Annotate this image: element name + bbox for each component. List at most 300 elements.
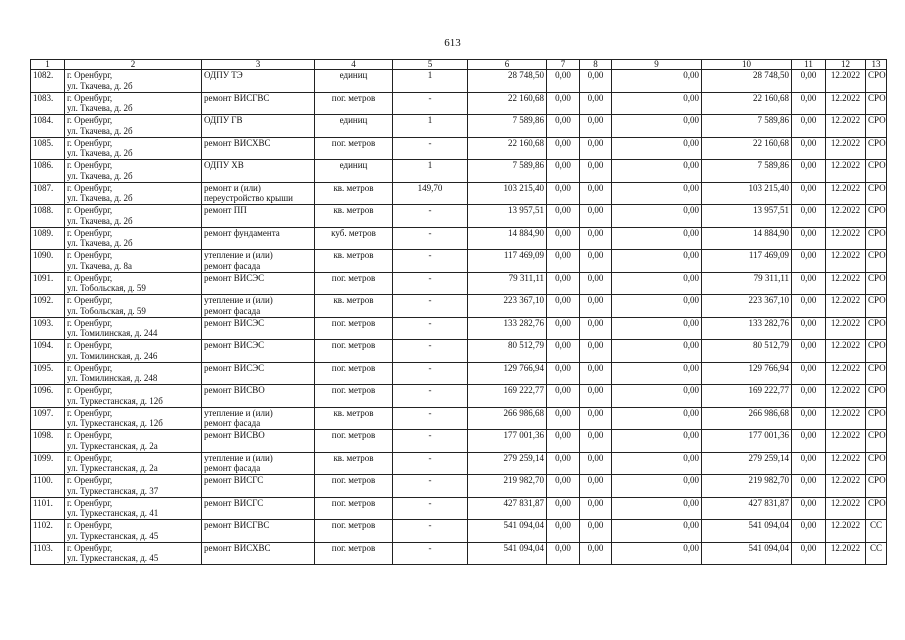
federal-funds-cell-text: 0,00 (555, 340, 571, 350)
completion-date-cell-text: 12.2022 (830, 115, 861, 125)
address-cell-text: г. Оренбург, (67, 520, 113, 530)
address-cell-text: ул. Туркестанская, д. 37 (67, 485, 159, 496)
fund-type-cell-text: СРО (868, 452, 886, 463)
row-number-text: 1103. (33, 542, 53, 553)
address-cell-text: г. Оренбург, (67, 182, 113, 193)
row-number (31, 137, 65, 160)
address-cell (65, 452, 202, 475)
column-header: 8 (580, 60, 612, 70)
owner-funds-cell (702, 160, 792, 183)
row-number (31, 362, 65, 385)
regional-funds-cell (580, 227, 612, 250)
federal-funds-cell-text: 0,00 (555, 160, 571, 170)
quantity-cell-text: - (428, 340, 432, 350)
unit-cell-text: кв. метров (333, 250, 374, 260)
quantity-cell-text: 1 (427, 115, 433, 125)
regional-funds-cell (580, 520, 612, 543)
work-type-cell (202, 317, 315, 340)
total-cost-cell-text: 117 469,09 (503, 250, 544, 260)
owner-funds-cell (702, 137, 792, 160)
completion-date-cell (826, 340, 866, 363)
federal-funds-cell-text: 0,00 (555, 497, 571, 508)
other-funds-cell (792, 205, 826, 228)
quantity-cell (393, 452, 468, 475)
other-funds-cell-text: 0,00 (800, 137, 817, 148)
total-cost-cell (468, 452, 547, 475)
local-funds-cell-text: 0,00 (683, 250, 699, 260)
regional-funds-cell (580, 205, 612, 228)
fund-type-cell-text: СРО (868, 92, 886, 103)
quantity-cell (393, 115, 468, 138)
capital-repair-table (30, 59, 887, 565)
row-number-text: 1085. (33, 137, 54, 148)
quantity-cell-text: - (428, 430, 432, 440)
fund-type-cell (866, 520, 887, 543)
quantity-cell-text: - (428, 497, 432, 508)
address-cell-text: г. Оренбург, (67, 362, 113, 373)
table-row (31, 340, 887, 363)
other-funds-cell-text: 0,00 (800, 250, 817, 260)
other-funds-cell (792, 340, 826, 363)
completion-date-cell (826, 520, 866, 543)
table-row (31, 317, 887, 340)
work-type-cell-text: ремонт ВИСЭС (204, 272, 265, 283)
work-type-cell-text: ремонт ВИСГВС (204, 92, 270, 103)
owner-funds-cell-text: 117 469,09 (748, 250, 789, 260)
quantity-cell-text: - (428, 205, 432, 215)
address-cell-text: ул. Ткачева, д. 2б (67, 103, 133, 113)
quantity-cell (393, 160, 468, 183)
table-row (31, 452, 887, 475)
work-type-cell (202, 452, 315, 475)
completion-date-cell-text: 12.2022 (830, 70, 861, 80)
quantity-cell-text: - (428, 137, 432, 148)
completion-date-cell-text: 12.2022 (830, 452, 861, 463)
unit-cell (315, 497, 393, 520)
local-funds-cell-text: 0,00 (683, 542, 699, 553)
address-cell-text: ул. Туркестанская, д. 2а (67, 463, 158, 473)
owner-funds-cell-text: 427 831,87 (748, 497, 789, 508)
table-row (31, 160, 887, 183)
work-type-cell (202, 340, 315, 363)
regional-funds-cell-text: 0,00 (587, 407, 604, 418)
unit-cell (315, 362, 393, 385)
owner-funds-cell-text: 177 001,36 (748, 430, 789, 440)
regional-funds-cell-text: 0,00 (587, 227, 604, 238)
completion-date-cell-text: 12.2022 (830, 272, 861, 283)
federal-funds-cell (547, 385, 580, 408)
fund-type-cell (866, 227, 887, 250)
fund-type-cell-text: СРО (868, 340, 886, 350)
row-number (31, 497, 65, 520)
work-type-cell (202, 385, 315, 408)
other-funds-cell (792, 452, 826, 475)
federal-funds-cell (547, 430, 580, 453)
work-type-cell (202, 430, 315, 453)
completion-date-cell (826, 407, 866, 430)
work-type-cell-text: ремонт фасада (204, 463, 261, 473)
owner-funds-cell-text: 219 982,70 (748, 475, 789, 485)
quantity-cell (393, 182, 468, 205)
row-number (31, 272, 65, 295)
federal-funds-cell-text: 0,00 (555, 137, 571, 148)
work-type-cell (202, 542, 315, 565)
row-number-text: 1101. (33, 497, 53, 508)
completion-date-cell-text: 12.2022 (830, 385, 861, 395)
owner-funds-cell (702, 340, 792, 363)
federal-funds-cell-text: 0,00 (555, 115, 571, 125)
fund-type-cell-text: СРО (868, 70, 886, 80)
other-funds-cell-text: 0,00 (800, 407, 817, 418)
completion-date-cell-text: 12.2022 (830, 340, 861, 350)
completion-date-cell-text: 12.2022 (830, 362, 861, 373)
federal-funds-cell-text: 0,00 (555, 362, 571, 373)
row-number (31, 182, 65, 205)
total-cost-cell-text: 223 367,10 (503, 295, 544, 305)
unit-cell (315, 317, 393, 340)
other-funds-cell-text: 0,00 (800, 340, 817, 350)
regional-funds-cell-text: 0,00 (587, 520, 604, 530)
federal-funds-cell-text: 0,00 (555, 272, 571, 283)
fund-type-cell (866, 272, 887, 295)
total-cost-cell (468, 227, 547, 250)
regional-funds-cell (580, 317, 612, 340)
regional-funds-cell-text: 0,00 (587, 272, 604, 283)
column-header: 3 (202, 60, 315, 70)
quantity-cell-text: - (428, 317, 432, 328)
unit-cell-text: пог. метров (331, 272, 376, 283)
work-type-cell-text: ремонт ВИСЭС (204, 317, 265, 328)
work-type-cell-text: утепление и (или) (204, 295, 273, 305)
fund-type-cell-text: СРО (868, 227, 886, 238)
other-funds-cell-text: 0,00 (800, 452, 817, 463)
row-number-text: 1087. (33, 182, 54, 193)
local-funds-cell (612, 295, 702, 318)
total-cost-cell-text: 279 259,14 (503, 452, 544, 463)
regional-funds-cell (580, 452, 612, 475)
owner-funds-cell (702, 385, 792, 408)
address-cell-text: г. Оренбург, (67, 542, 113, 553)
address-cell-text: ул. Ткачева, д. 2б (67, 215, 133, 226)
row-number (31, 160, 65, 183)
work-type-cell-text: утепление и (или) (204, 407, 273, 418)
work-type-cell-text: ОДПУ ГВ (204, 115, 243, 125)
owner-funds-cell (702, 182, 792, 205)
row-number (31, 70, 65, 93)
local-funds-cell (612, 385, 702, 408)
fund-type-cell-text: СРО (868, 115, 886, 125)
federal-funds-cell (547, 227, 580, 250)
address-cell-text: г. Оренбург, (67, 340, 113, 350)
regional-funds-cell-text: 0,00 (587, 430, 604, 440)
column-header: 10 (702, 60, 792, 70)
regional-funds-cell (580, 137, 612, 160)
owner-funds-cell-text: 541 094,04 (748, 520, 789, 530)
completion-date-cell (826, 272, 866, 295)
total-cost-cell (468, 542, 547, 565)
table-row (31, 115, 887, 138)
row-number-text: 1083. (33, 92, 54, 103)
unit-cell-text: кв. метров (333, 295, 374, 305)
address-cell (65, 205, 202, 228)
fund-type-cell-text: СРО (868, 137, 886, 148)
quantity-cell-text: - (428, 542, 432, 553)
owner-funds-cell-text: 13 957,51 (753, 205, 789, 215)
quantity-cell (393, 430, 468, 453)
federal-funds-cell (547, 295, 580, 318)
completion-date-cell-text: 12.2022 (830, 205, 861, 215)
federal-funds-cell (547, 362, 580, 385)
total-cost-cell-text: 541 094,04 (503, 520, 544, 530)
completion-date-cell (826, 182, 866, 205)
table-row (31, 385, 887, 408)
work-type-cell (202, 182, 315, 205)
work-type-cell-text: ремонт и (или) (204, 182, 261, 193)
column-header: 6 (468, 60, 547, 70)
fund-type-cell (866, 205, 887, 228)
local-funds-cell (612, 475, 702, 498)
owner-funds-cell-text: 7 589,86 (757, 115, 789, 125)
federal-funds-cell (547, 205, 580, 228)
total-cost-cell-text: 177 001,36 (503, 430, 544, 440)
other-funds-cell-text: 0,00 (800, 317, 817, 328)
total-cost-cell-text: 7 589,86 (512, 115, 544, 125)
regional-funds-cell (580, 92, 612, 115)
completion-date-cell-text: 12.2022 (830, 182, 861, 193)
address-cell-text: ул. Ткачева, д. 2б (67, 193, 133, 203)
column-header: 9 (612, 60, 702, 70)
completion-date-cell (826, 497, 866, 520)
local-funds-cell-text: 0,00 (683, 272, 699, 283)
table-row (31, 205, 887, 228)
fund-type-cell (866, 475, 887, 498)
completion-date-cell (826, 295, 866, 318)
total-cost-cell (468, 475, 547, 498)
column-header: 2 (65, 60, 202, 70)
federal-funds-cell (547, 407, 580, 430)
row-number (31, 295, 65, 318)
quantity-cell-text: - (428, 362, 432, 373)
work-type-cell (202, 115, 315, 138)
unit-cell-text: кв. метров (333, 407, 374, 418)
address-cell (65, 250, 202, 273)
row-number-text: 1098. (33, 430, 54, 440)
owner-funds-cell (702, 430, 792, 453)
address-cell (65, 92, 202, 115)
federal-funds-cell-text: 0,00 (555, 385, 571, 395)
quantity-cell-text: - (428, 452, 432, 463)
table-row (31, 227, 887, 250)
total-cost-cell-text: 133 282,76 (503, 317, 544, 328)
local-funds-cell-text: 0,00 (683, 70, 699, 80)
quantity-cell-text: - (428, 250, 432, 260)
completion-date-cell (826, 160, 866, 183)
local-funds-cell (612, 182, 702, 205)
row-number-text: 1102. (33, 520, 53, 530)
address-cell (65, 497, 202, 520)
address-cell-text: ул. Туркестанская, д. 45 (67, 553, 159, 563)
local-funds-cell (612, 520, 702, 543)
local-funds-cell (612, 340, 702, 363)
total-cost-cell (468, 205, 547, 228)
federal-funds-cell-text: 0,00 (555, 452, 571, 463)
address-cell (65, 385, 202, 408)
local-funds-cell (612, 205, 702, 228)
local-funds-cell-text: 0,00 (683, 92, 699, 103)
total-cost-cell (468, 407, 547, 430)
fund-type-cell (866, 250, 887, 273)
unit-cell (315, 475, 393, 498)
other-funds-cell (792, 497, 826, 520)
unit-cell (315, 205, 393, 228)
federal-funds-cell (547, 70, 580, 93)
owner-funds-cell (702, 407, 792, 430)
address-cell-text: ул. Туркестанская, д. 12б (67, 395, 163, 406)
address-cell-text: ул. Ткачева, д. 8а (67, 260, 132, 271)
work-type-cell (202, 497, 315, 520)
owner-funds-cell (702, 272, 792, 295)
other-funds-cell-text: 0,00 (800, 272, 817, 283)
quantity-cell (393, 272, 468, 295)
unit-cell-text: пог. метров (331, 92, 376, 103)
other-funds-cell-text: 0,00 (800, 115, 817, 125)
total-cost-cell-text: 22 160,68 (508, 137, 544, 148)
column-header: 4 (315, 60, 393, 70)
total-cost-cell-text: 219 982,70 (503, 475, 544, 485)
regional-funds-cell (580, 295, 612, 318)
other-funds-cell (792, 520, 826, 543)
work-type-cell-text: ремонт фасада (204, 260, 261, 271)
local-funds-cell (612, 115, 702, 138)
other-funds-cell (792, 160, 826, 183)
work-type-cell-text: ремонт ВИСГС (204, 497, 264, 508)
owner-funds-cell-text: 7 589,86 (757, 160, 789, 170)
local-funds-cell (612, 160, 702, 183)
row-number-text: 1089. (33, 227, 54, 238)
other-funds-cell (792, 92, 826, 115)
regional-funds-cell-text: 0,00 (587, 475, 604, 485)
federal-funds-cell (547, 92, 580, 115)
address-cell (65, 182, 202, 205)
local-funds-cell (612, 227, 702, 250)
fund-type-cell-text: СРО (868, 160, 886, 170)
work-type-cell (202, 520, 315, 543)
total-cost-cell-text: 541 094,04 (503, 542, 544, 553)
other-funds-cell (792, 317, 826, 340)
local-funds-cell-text: 0,00 (683, 115, 699, 125)
row-number-text: 1097. (33, 407, 54, 418)
table-row (31, 362, 887, 385)
unit-cell-text: пог. метров (331, 520, 376, 530)
regional-funds-cell-text: 0,00 (587, 70, 604, 80)
owner-funds-cell (702, 497, 792, 520)
address-cell-text: г. Оренбург, (67, 317, 113, 328)
work-type-cell (202, 272, 315, 295)
unit-cell-text: пог. метров (331, 497, 376, 508)
address-cell (65, 137, 202, 160)
completion-date-cell-text: 12.2022 (830, 317, 861, 328)
regional-funds-cell (580, 160, 612, 183)
regional-funds-cell-text: 0,00 (587, 115, 604, 125)
owner-funds-cell (702, 250, 792, 273)
unit-cell-text: пог. метров (331, 340, 376, 350)
unit-cell-text: кв. метров (333, 182, 374, 193)
local-funds-cell (612, 407, 702, 430)
owner-funds-cell-text: 541 094,04 (748, 542, 789, 553)
unit-cell-text: единиц (339, 115, 368, 125)
regional-funds-cell-text: 0,00 (587, 362, 604, 373)
work-type-cell (202, 250, 315, 273)
total-cost-cell-text: 28 748,50 (508, 70, 544, 80)
local-funds-cell-text: 0,00 (683, 362, 699, 373)
total-cost-cell (468, 182, 547, 205)
address-cell-text: г. Оренбург, (67, 385, 113, 395)
work-type-cell-text: ремонт фундамента (204, 227, 280, 238)
owner-funds-cell (702, 227, 792, 250)
federal-funds-cell-text: 0,00 (555, 92, 571, 103)
owner-funds-cell (702, 317, 792, 340)
table-row (31, 182, 887, 205)
other-funds-cell (792, 272, 826, 295)
row-number-text: 1096. (33, 385, 54, 395)
fund-type-cell-text: СРО (868, 250, 886, 260)
federal-funds-cell (547, 520, 580, 543)
quantity-cell (393, 520, 468, 543)
local-funds-cell-text: 0,00 (683, 385, 699, 395)
total-cost-cell (468, 137, 547, 160)
completion-date-cell (826, 250, 866, 273)
row-number (31, 452, 65, 475)
fund-type-cell-text: СРО (868, 430, 886, 440)
owner-funds-cell (702, 542, 792, 565)
table-row (31, 250, 887, 273)
other-funds-cell (792, 407, 826, 430)
total-cost-cell (468, 250, 547, 273)
fund-type-cell (866, 362, 887, 385)
completion-date-cell (826, 227, 866, 250)
quantity-cell-text: - (428, 295, 432, 305)
completion-date-cell-text: 12.2022 (830, 295, 861, 305)
column-header: 11 (792, 60, 826, 70)
regional-funds-cell-text: 0,00 (587, 92, 604, 103)
local-funds-cell (612, 362, 702, 385)
total-cost-cell-text: 266 986,68 (503, 407, 544, 418)
work-type-cell (202, 137, 315, 160)
quantity-cell (393, 542, 468, 565)
local-funds-cell-text: 0,00 (683, 475, 699, 485)
quantity-cell-text: - (428, 407, 432, 418)
address-cell-text: ул. Ткачева, д. 2б (67, 125, 133, 136)
unit-cell-text: пог. метров (331, 430, 376, 440)
completion-date-cell (826, 115, 866, 138)
total-cost-cell (468, 317, 547, 340)
owner-funds-cell-text: 169 222,77 (748, 385, 789, 395)
other-funds-cell (792, 430, 826, 453)
fund-type-cell (866, 295, 887, 318)
regional-funds-cell (580, 362, 612, 385)
fund-type-cell-text: СРО (868, 205, 886, 215)
row-number-text: 1091. (33, 272, 54, 283)
address-cell-text: ул. Туркестанская, д. 12б (67, 418, 163, 428)
owner-funds-cell-text: 133 282,76 (748, 317, 789, 328)
federal-funds-cell (547, 497, 580, 520)
owner-funds-cell (702, 92, 792, 115)
fund-type-cell (866, 115, 887, 138)
owner-funds-cell-text: 129 766,94 (748, 362, 789, 373)
address-cell (65, 317, 202, 340)
address-cell-text: г. Оренбург, (67, 475, 113, 485)
other-funds-cell (792, 250, 826, 273)
